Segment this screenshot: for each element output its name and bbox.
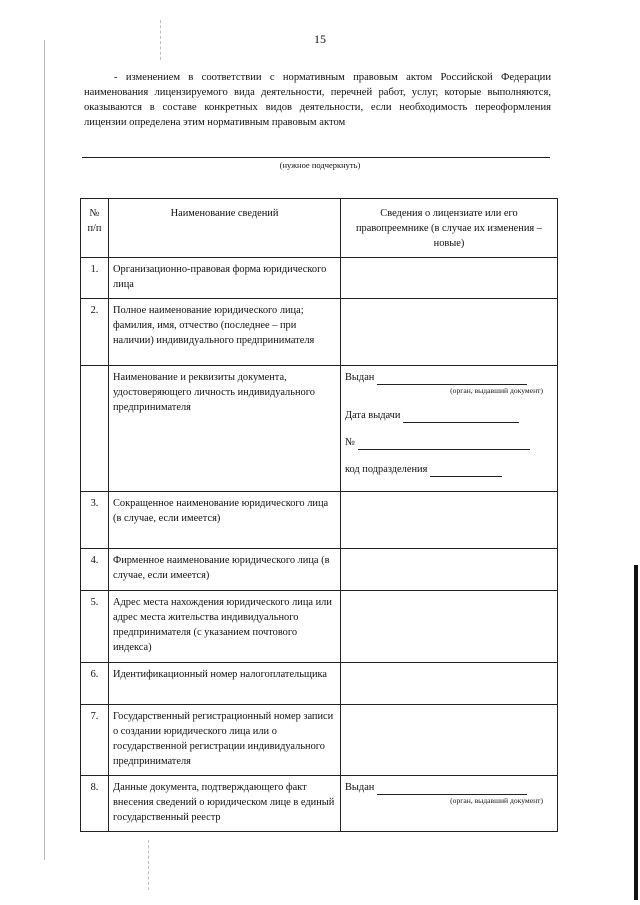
issuer-note: (орган, выдавший документ) [450,796,543,805]
row-label: Адрес места нахождения юридического лица или адрес места жительства индивидуального предпринимателя (с указанием почтового индекса) [109,591,341,663]
header-licensee: Сведения о лицензиате или его правопреемнике (в случае их изменения – новые) [341,199,558,258]
license-info-table [80,198,558,832]
intro-paragraph: - изменением в соответствии с нормативным правовым актом Российской Федерации наименования лицензируемого вида деятельности, перечней работ, услуг, которые выполняются, оказываются в составе конкретных видов деятельности, если необходимость переоформления лицензии определена этим нормативным правовым актом [84,72,551,128]
row-value-cell[interactable] [341,663,558,705]
table-row [81,705,558,776]
document-number-line[interactable] [358,449,530,450]
table-row [81,663,558,705]
division-code-label: код подразделения [345,464,428,475]
row-value-cell[interactable] [341,258,558,299]
row-label: Фирменное наименование юридического лица (в случае, если имеется) [109,549,341,591]
row-label: Данные документа, подтверждающего факт внесения сведений о юридическом лице в единый государственный реестр [109,776,341,832]
row-label: Государственный регистрационный номер записи о создании юридического лица или о государственной регистрации индивидуального предпринимателя [109,705,341,776]
table-row [81,776,558,832]
scan-fold-line [148,840,150,890]
row-value-cell[interactable] [341,299,558,366]
document-number-field[interactable] [345,435,553,450]
issued-field[interactable] [345,780,553,795]
table-row [81,549,558,591]
row-value-cell[interactable] [341,492,558,549]
row-number: 4. [81,549,109,591]
issue-date-label: Дата выдачи [345,410,401,421]
header-number: № п/п [81,199,109,258]
row-value-cell[interactable] [341,591,558,663]
issued-field[interactable] [345,370,553,385]
row-number: 1. [81,258,109,299]
issuer-note: (орган, выдавший документ) [450,386,543,395]
row-number: 2. [81,299,109,366]
row-number [81,366,109,492]
row-number: 7. [81,705,109,776]
row-label: Полное наименование юридического лица; фамилия, имя, отчество (последнее – при наличии) индивидуального предпринимателя [109,299,341,366]
table-row [81,299,558,366]
underline-field[interactable] [82,157,550,158]
row-number: 6. [81,663,109,705]
issue-date-line[interactable] [403,422,519,423]
underline-hint: (нужное подчеркнуть) [279,160,361,170]
document-details-cell [341,366,558,492]
table-row [81,366,558,492]
table-header-row [81,199,558,258]
issuer-cell [341,776,558,832]
row-number: 3. [81,492,109,549]
row-value-cell[interactable] [341,705,558,776]
row-label: Наименование и реквизиты документа, удостоверяющего личность индивидуального предпринимателя [109,366,341,492]
row-label: Организационно-правовая форма юридического лица [109,258,341,299]
issue-date-field[interactable] [345,408,553,423]
row-number: 8. [81,776,109,832]
table-row [81,591,558,663]
division-code-line[interactable] [430,476,502,477]
row-label: Сокращенное наименование юридического лица (в случае, если имеется) [109,492,341,549]
issued-label: Выдан [345,782,375,793]
division-code-field[interactable] [345,462,553,477]
row-value-cell[interactable] [341,549,558,591]
table-row [81,492,558,549]
page-number: 15 [314,32,326,46]
row-label: Идентификационный номер налогоплательщика [109,663,341,705]
document-number-label: № [345,437,355,448]
issued-label: Выдан [345,372,375,383]
table-row [81,258,558,299]
scan-edge-shadow [634,565,638,900]
header-name: Наименование сведений [109,199,341,258]
row-number: 5. [81,591,109,663]
